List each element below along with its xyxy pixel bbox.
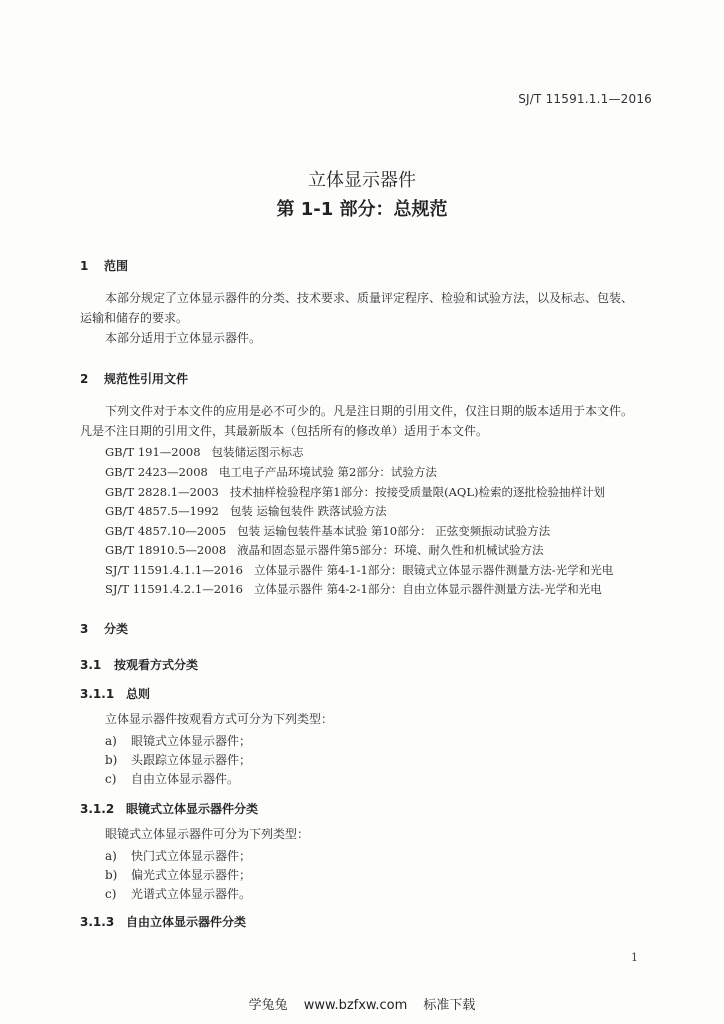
- list-item: [105, 732, 251, 749]
- list-item: [105, 770, 239, 787]
- reference-title: 立体显示器件 第4-2-1部分：自由立体显示器件测量方法-光学和光电: [253, 582, 602, 596]
- section-number: 2: [80, 372, 89, 386]
- section-title: 总则: [126, 687, 151, 701]
- section-3-1-1-heading: [80, 685, 150, 702]
- reference-item: [105, 523, 550, 539]
- section-3-1-3-heading: [80, 913, 246, 930]
- reference-item: [105, 484, 605, 500]
- reference-title: 液晶和固态显示器件第5部分：环境、耐久性和机械试验方法: [237, 543, 544, 557]
- scope-applicability: 本部分适用于立体显示器件。: [105, 331, 262, 345]
- reference-item: [105, 503, 387, 519]
- section-number: 3: [80, 622, 89, 636]
- section-number: 3.1: [80, 658, 102, 672]
- list-text: 自由立体显示器件。: [131, 772, 240, 786]
- section-number: 3.1.3: [80, 915, 115, 929]
- references-intro-line-1: 下列文件对于本文件的应用是必不可少的。凡是注日期的引用文件，仅注日期的版本适用于本文件。: [105, 404, 634, 418]
- scope-paragraph-line-1: 本部分规定了立体显示器件的分类、技术要求、质量评定程序、检验和试验方法，以及标志、包装、: [105, 291, 634, 305]
- section-title: 分类: [104, 622, 129, 636]
- list-marker: b): [105, 868, 118, 882]
- section-3-heading: [80, 620, 128, 637]
- reference-code: GB/T 191—2008: [105, 445, 201, 459]
- reference-title: 电工电子产品环境试验 第2部分：试验方法: [218, 465, 437, 479]
- reference-title: 包装 运输包装件 跌落试验方法: [229, 504, 387, 518]
- list-marker: c): [105, 772, 117, 786]
- references-intro-line-2: 凡是不注日期的引用文件，其最新版本（包括所有的修改单）适用于本文件。: [80, 424, 489, 438]
- download-footer: [0, 994, 724, 1013]
- section-3-1-2-heading: [80, 800, 258, 817]
- list-text: 偏光式立体显示器件；: [131, 868, 252, 882]
- section-2-heading: [80, 370, 188, 387]
- section-title: 自由立体显示器件分类: [126, 915, 247, 929]
- reference-title: 包装 运输包装件基本试验 第10部分： 正弦变频振动试验方法: [237, 524, 551, 538]
- section-3-1-heading: [80, 656, 198, 673]
- viewing-types-intro: 立体显示器件按观看方式可分为下列类型：: [105, 712, 334, 726]
- list-item: [105, 885, 251, 902]
- footer-url[interactable]: www.bzfxw.com: [303, 998, 408, 1013]
- scope-paragraph-line-2: 运输和储存的要求。: [80, 311, 189, 325]
- reference-item: [105, 542, 543, 558]
- list-marker: c): [105, 887, 117, 901]
- footer-tagline: 标准下载: [423, 998, 476, 1013]
- document-subtitle: 第 1-1 部分：总规范: [276, 199, 448, 220]
- list-item: [105, 866, 251, 883]
- list-text: 眼镜式立体显示器件；: [131, 734, 252, 748]
- reference-title: 立体显示器件 第4-1-1部分：眼镜式立体显示器件测量方法-光学和光电: [253, 563, 614, 577]
- page-number: 1: [631, 951, 638, 964]
- reference-item: [105, 464, 437, 480]
- section-title: 范围: [104, 259, 129, 273]
- section-number: 1: [80, 259, 89, 273]
- reference-code: GB/T 2423—2008: [105, 465, 208, 479]
- reference-title: 包装储运图示标志: [211, 445, 304, 459]
- list-marker: b): [105, 753, 118, 767]
- list-marker: a): [105, 849, 117, 863]
- footer-site-name: 学兔兔: [248, 998, 288, 1013]
- document-title: 立体显示器件: [308, 170, 416, 191]
- reference-code: SJ/T 11591.4.1.1—2016: [105, 563, 243, 577]
- section-title: 眼镜式立体显示器件分类: [126, 802, 259, 816]
- list-text: 头跟踪立体显示器件；: [131, 753, 252, 767]
- list-item: [105, 847, 251, 864]
- reference-item: [105, 444, 304, 460]
- reference-code: GB/T 18910.5—2008: [105, 543, 227, 557]
- reference-code: GB/T 2828.1—2003: [105, 485, 219, 499]
- section-1-heading: [80, 257, 128, 274]
- reference-code: SJ/T 11591.4.2.1—2016: [105, 582, 243, 596]
- section-number: 3.1.2: [80, 802, 115, 816]
- list-marker: a): [105, 734, 117, 748]
- section-title: 规范性引用文件: [104, 372, 189, 386]
- section-number: 3.1.1: [80, 687, 115, 701]
- list-text: 快门式立体显示器件；: [131, 849, 252, 863]
- list-text: 光谱式立体显示器件。: [131, 887, 252, 901]
- reference-code: GB/T 4857.5—1992: [105, 504, 219, 518]
- glasses-types-intro: 眼镜式立体显示器件可分为下列类型：: [105, 827, 310, 841]
- reference-title: 技术抽样检验程序第1部分：按接受质量限(AQL)检索的逐批检验抽样计划: [229, 485, 605, 499]
- reference-item: [105, 562, 613, 578]
- list-item: [105, 751, 251, 768]
- reference-item: [105, 581, 602, 597]
- document-code: SJ/T 11591.1.1—2016: [518, 92, 652, 106]
- reference-code: GB/T 4857.10—2005: [105, 524, 227, 538]
- section-title: 按观看方式分类: [114, 658, 199, 672]
